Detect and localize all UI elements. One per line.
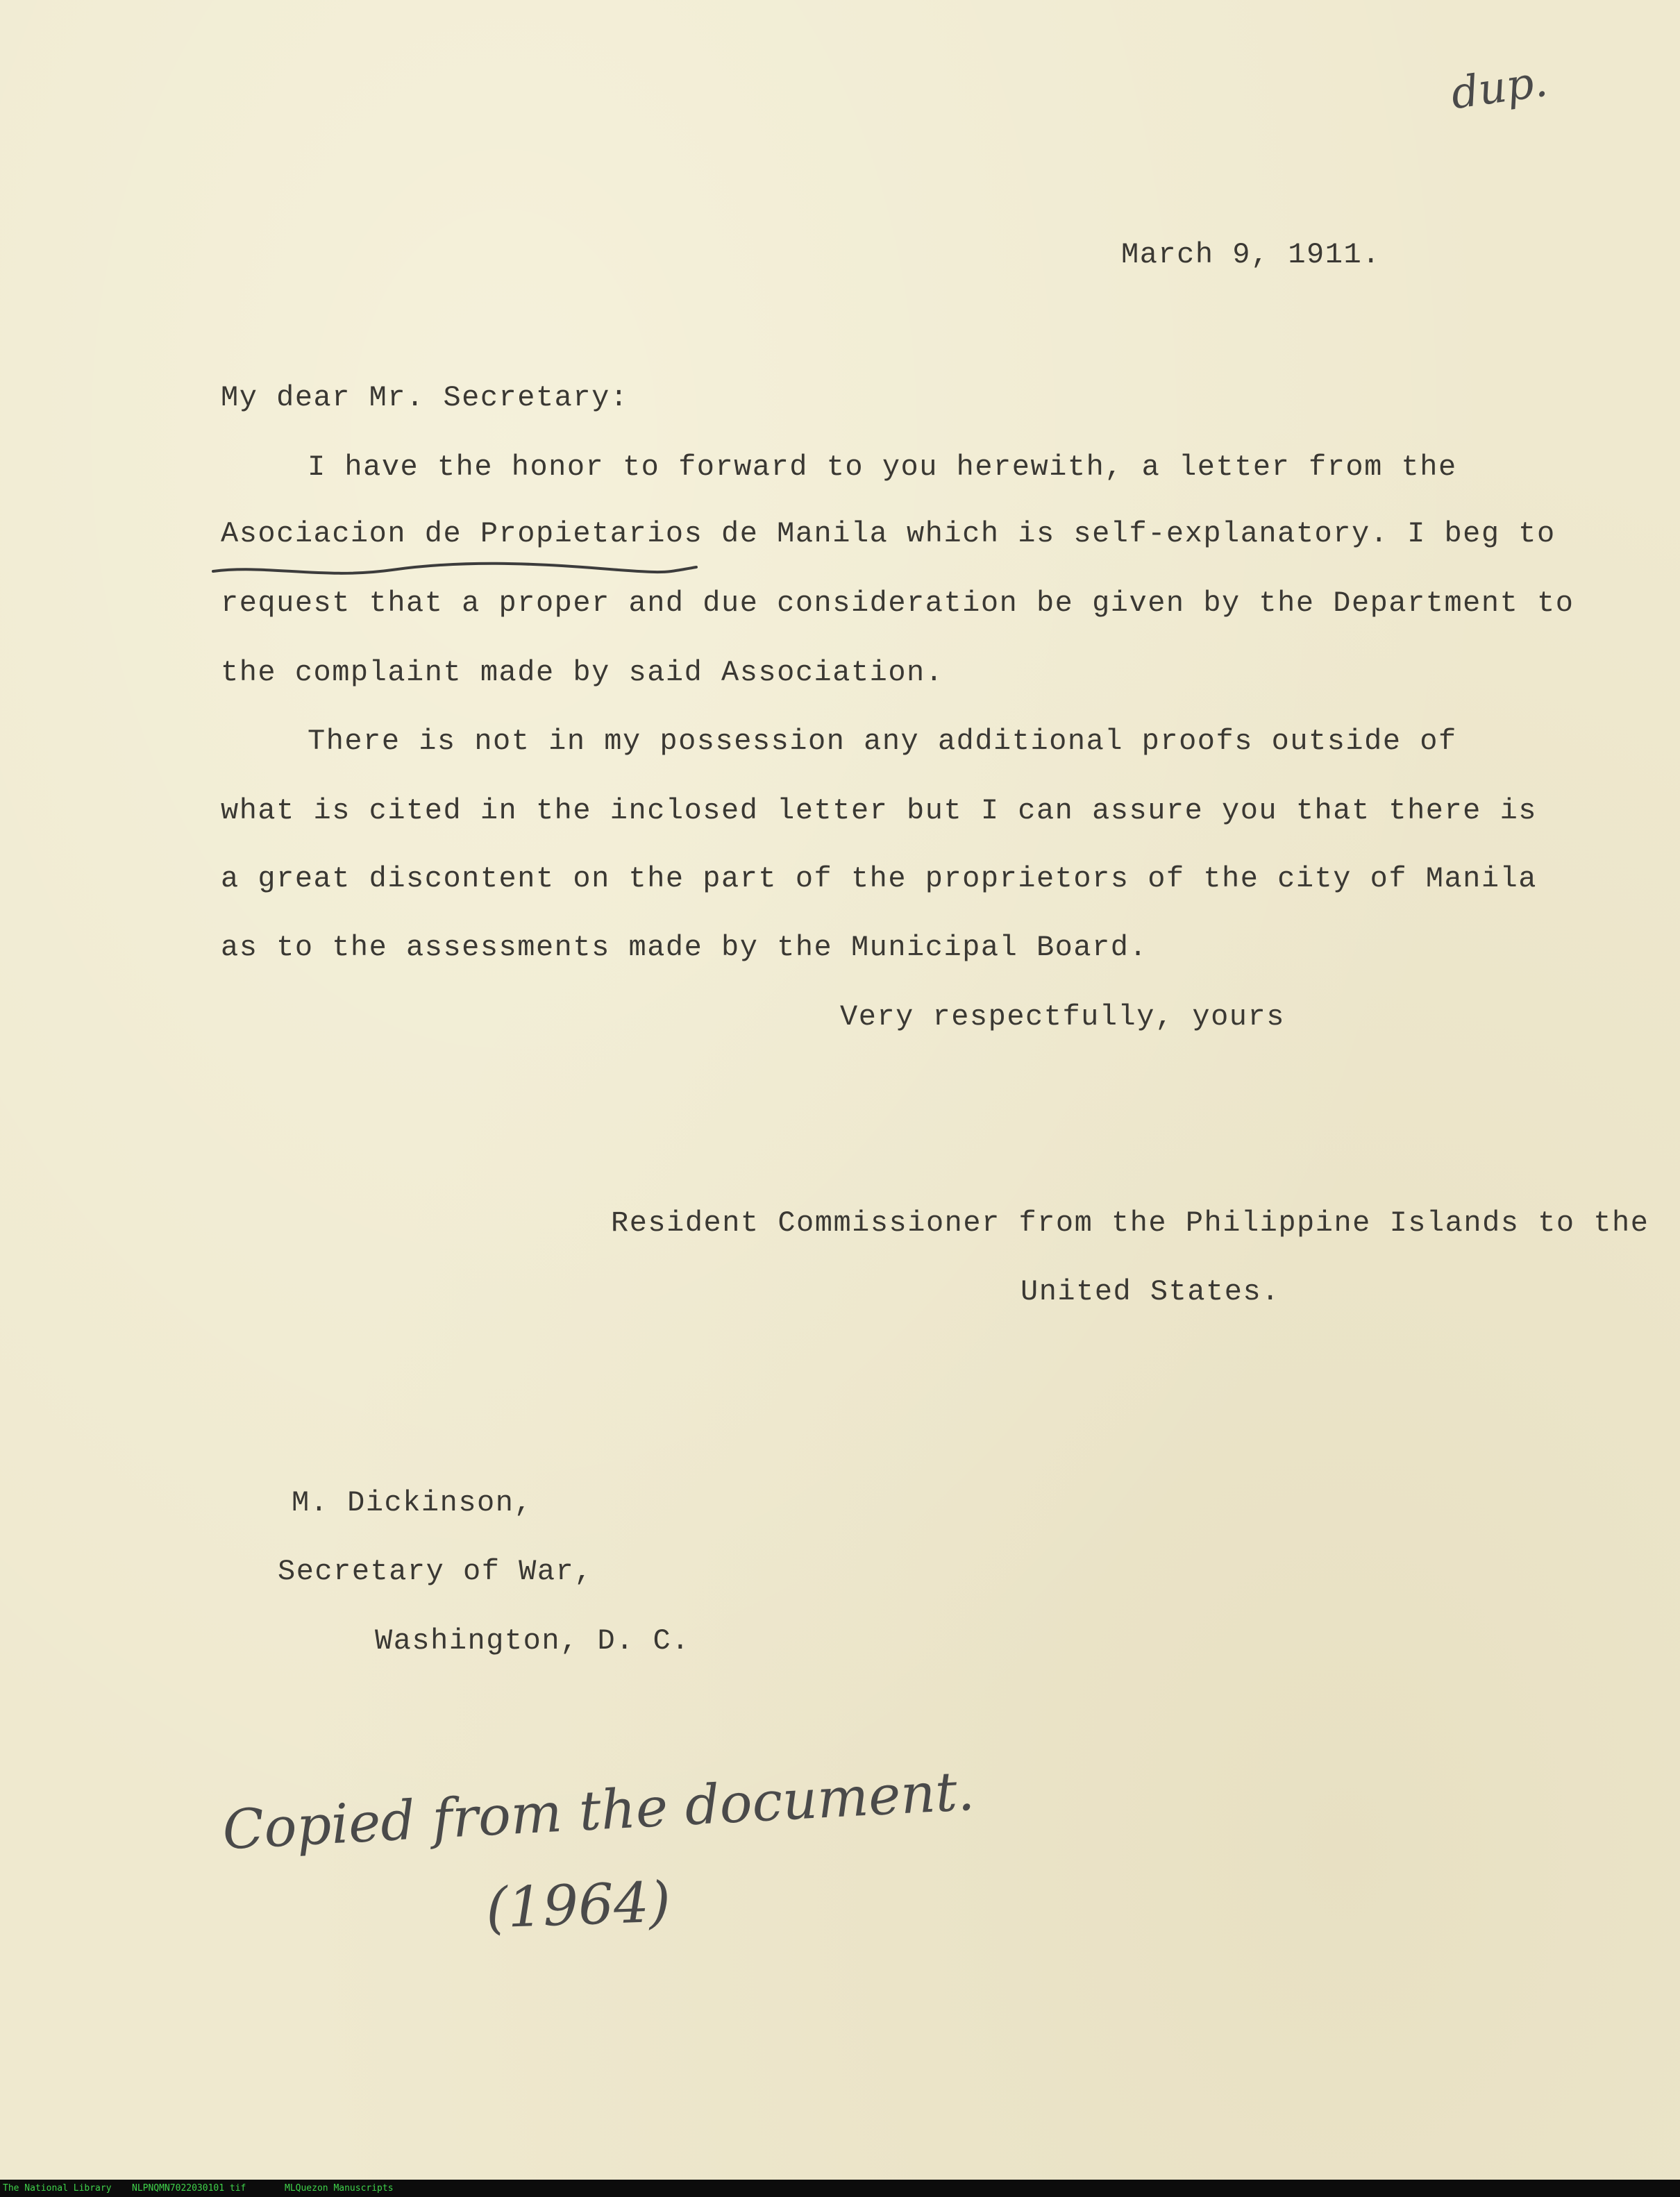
footer-file-id: NLPNQMN7022030101 tif [132,2183,246,2194]
handwritten-year-note: (1964) [485,1869,672,1941]
signature-title-line: United States. [1020,1275,1280,1308]
paragraph1-line: request that a proper and due consideration be given by the Department to [221,587,1574,620]
paragraph1-line: Asociacion de Propietarios de Manila which is self-explanatory. I beg to [221,517,1556,550]
recipient-name: M. Dickinson, [292,1486,533,1520]
paragraph2-line: There is not in my possession any additional proofs outside of [308,725,1457,758]
paragraph2-line: what is cited in the inclosed letter but I can assure you that there is [221,794,1537,827]
closing: Very respectfully, yours [840,1000,1285,1034]
handwritten-copied-note: Copied from the document. [221,1760,976,1862]
footer-collection: MLQuezon Manuscripts [285,2183,394,2194]
salutation: My dear Mr. Secretary: [221,381,629,414]
recipient-title: Secretary of War, [278,1555,593,1588]
recipient-location: Washington, D. C. [375,1624,690,1658]
paragraph2-line: a great discontent on the part of the proprietors of the city of Manila [221,862,1537,895]
paragraph2-line: as to the assessments made by the Municipal Board. [221,931,1148,964]
letter-date: March 9, 1911. [1121,238,1381,271]
handwritten-dup-note: dup. [1447,55,1551,119]
scan-footer [0,2180,1680,2197]
paragraph1-line: I have the honor to forward to you herewith, a letter from the [308,451,1457,484]
footer-library: The National Library [3,2183,112,2194]
signature-title-line: Resident Commissioner from the Philippine Islands to the [611,1206,1649,1240]
ink-underline [212,559,698,587]
paragraph1-line: the complaint made by said Association. [221,656,944,689]
